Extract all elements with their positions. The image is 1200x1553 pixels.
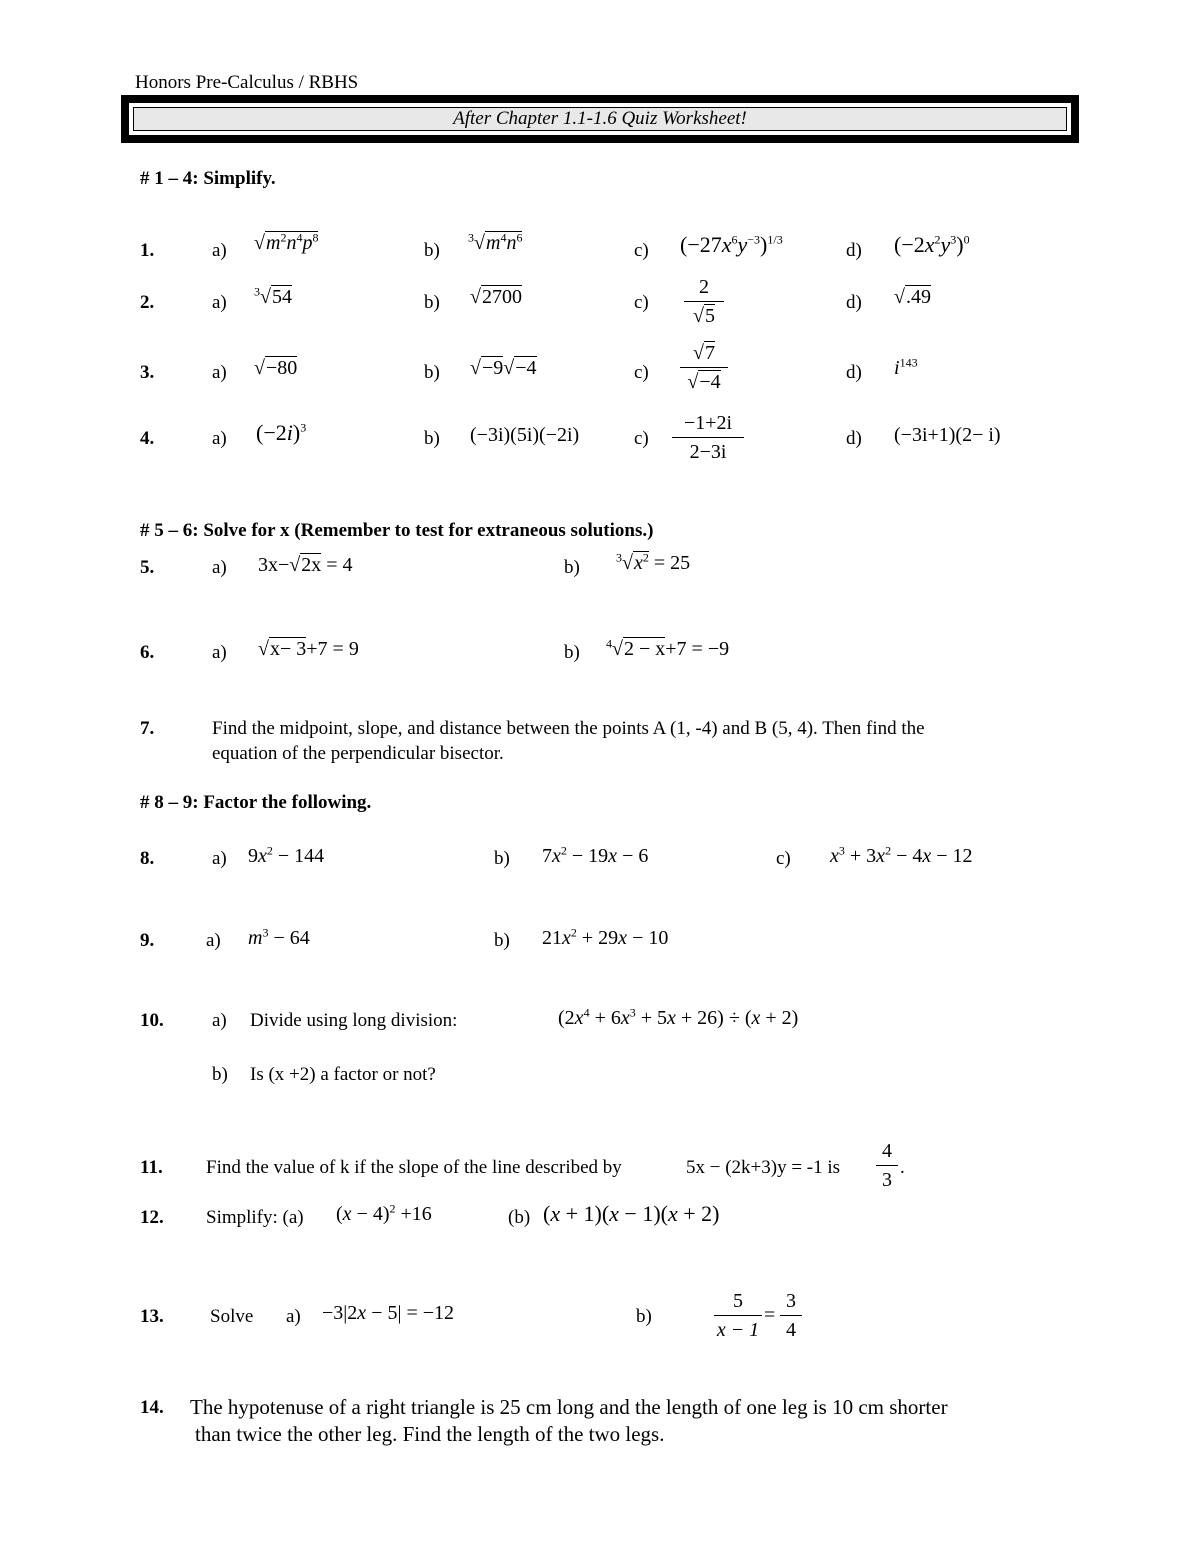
problem-10b-text: Is (x +2) a factor or not?	[250, 1064, 436, 1085]
expr-3a: √−80	[254, 357, 298, 379]
problem-number: 6.	[140, 642, 155, 663]
expr-4d: (−3i+1)(2− i)	[894, 424, 1001, 446]
expr-9b: $21x^2 + 29x - 10$	[542, 925, 669, 949]
part-label: b)	[424, 362, 440, 383]
title-box	[121, 95, 1079, 143]
part-label: b)	[424, 240, 440, 261]
expr-8c: $x^3 + 3x^2 - 4x - 12$	[830, 843, 973, 867]
part-label: b)	[564, 642, 580, 663]
expr-4a: $(-2i)^3$	[256, 420, 307, 445]
expr-12a: $(x - 4)^2 +16$	[336, 1201, 432, 1225]
part-label: b)	[636, 1306, 652, 1327]
expr-2a: $^3$√54	[254, 284, 292, 308]
expr-8b: $7x^2 - 19x - 6$	[542, 843, 649, 867]
expr-13a: −3|2x − 5| = −12	[322, 1302, 455, 1324]
part-label: a)	[212, 642, 227, 663]
part-label: a)	[212, 848, 227, 869]
part-label: c)	[776, 848, 791, 869]
problem-11-text: Find the value of k if the slope of the line described by	[206, 1157, 622, 1178]
section-heading-simplify: # 1 – 4: Simplify.	[140, 168, 276, 189]
expr-13b-left: 5 x − 1	[714, 1288, 762, 1343]
problem-11-eq: 5x − (2k+3)y = -1 is	[686, 1157, 841, 1178]
problem-number: 2.	[140, 292, 155, 313]
problem-10a-text: Divide using long division:	[250, 1010, 458, 1031]
problem-number: 11.	[140, 1157, 163, 1178]
problem-7-line2: equation of the perpendicular bisector.	[212, 743, 504, 764]
expr-2b: √2700	[470, 286, 522, 308]
fraction-4-3: 4 3	[876, 1138, 898, 1193]
problem-number: 5.	[140, 557, 155, 578]
problem-12-text: Simplify: (a)	[206, 1207, 304, 1228]
part-label: a)	[212, 240, 227, 261]
part-label: a)	[286, 1306, 301, 1327]
period: .	[900, 1157, 905, 1178]
part-label: a)	[212, 557, 227, 578]
expr-1a: $√m^2n^4p^8$	[254, 230, 319, 254]
part-label: c)	[634, 362, 649, 383]
expr-8a: $9x^2 - 144$	[248, 843, 325, 867]
part-label: b)	[494, 848, 510, 869]
expr-5a: 3x−√2x = 4	[258, 554, 353, 576]
expr-3c: √7 √−4	[680, 340, 728, 395]
expr-6a: √x− 3+7 = 9	[258, 638, 359, 660]
part-label: d)	[846, 428, 862, 449]
expr-1d: $(-2x^2y^3)^0$	[894, 232, 970, 257]
part-label: c)	[634, 428, 649, 449]
problem-number: 14.	[140, 1397, 164, 1418]
expr-4b: (−3i)(5i)(−2i)	[470, 424, 580, 446]
part-label: b)	[494, 930, 510, 951]
problem-number: 1.	[140, 240, 155, 261]
section-heading-solve: # 5 – 6: Solve for x (Remember to test for extraneous solutions.)	[140, 520, 654, 541]
part-label: a)	[212, 292, 227, 313]
part-label: b)	[424, 428, 440, 449]
part-label: a)	[212, 362, 227, 383]
expr-2c: 2 √5	[684, 274, 724, 329]
problem-7-line1: Find the midpoint, slope, and distance between the points A (1, -4) and B (5, 4). Then find the	[212, 718, 925, 739]
expr-5b: $^3√x^2 = 25$	[616, 550, 691, 574]
problem-number: 4.	[140, 428, 155, 449]
problem-number: 13.	[140, 1306, 164, 1327]
part-label: a)	[212, 428, 227, 449]
problem-14-line2: than twice the other leg. Find the length of the two legs.	[195, 1422, 665, 1446]
equals-sign: =	[764, 1304, 776, 1326]
expr-13b-right: 3 4	[780, 1288, 802, 1343]
problem-number: 8.	[140, 848, 155, 869]
part-label: b)	[424, 292, 440, 313]
expr-12b: (x + 1)(x − 1)(x + 2)	[543, 1201, 720, 1226]
section-heading-factor: # 8 – 9: Factor the following.	[140, 792, 372, 813]
part-label: b)	[212, 1064, 228, 1085]
expr-3b: √−9√−4	[470, 357, 537, 379]
problem-number: 7.	[140, 718, 155, 739]
expr-2d: √.49	[894, 286, 931, 308]
expr-4c: −1+2i 2−3i	[672, 410, 744, 465]
problem-number: 3.	[140, 362, 155, 383]
expr-10a: $(2x^4 + 6x^3 + 5x + 26) \div (x + 2)$	[558, 1005, 799, 1029]
worksheet-title: After Chapter 1.1-1.6 Quiz Worksheet!	[133, 107, 1067, 131]
expr-9a: $m^3 - 64$	[248, 925, 310, 949]
problem-number: 12.	[140, 1207, 164, 1228]
expr-1c: $(-27x^6y^{-3})^{1/3}$	[680, 232, 783, 257]
part-label: b)	[564, 557, 580, 578]
expr-3d: $i^{143}$	[894, 355, 918, 379]
problem-14-line1: The hypotenuse of a right triangle is 25 cm long and the length of one leg is 10 cm shorter	[190, 1395, 948, 1419]
problem-12b-label: (b)	[508, 1207, 531, 1228]
part-label: c)	[634, 292, 649, 313]
problem-number: 10.	[140, 1010, 164, 1031]
expr-1b: $^3√m^4n^6$	[468, 230, 523, 254]
part-label: d)	[846, 362, 862, 383]
part-label: c)	[634, 240, 649, 261]
problem-13-text: Solve	[210, 1306, 254, 1327]
part-label: d)	[846, 292, 862, 313]
problem-number: 9.	[140, 930, 155, 951]
part-label: a)	[212, 1010, 227, 1031]
course-header: Honors Pre-Calculus / RBHS	[135, 72, 359, 93]
expr-6b: $^4$√2 − x+7 = −9	[606, 636, 730, 660]
part-label: a)	[206, 930, 221, 951]
part-label: d)	[846, 240, 862, 261]
